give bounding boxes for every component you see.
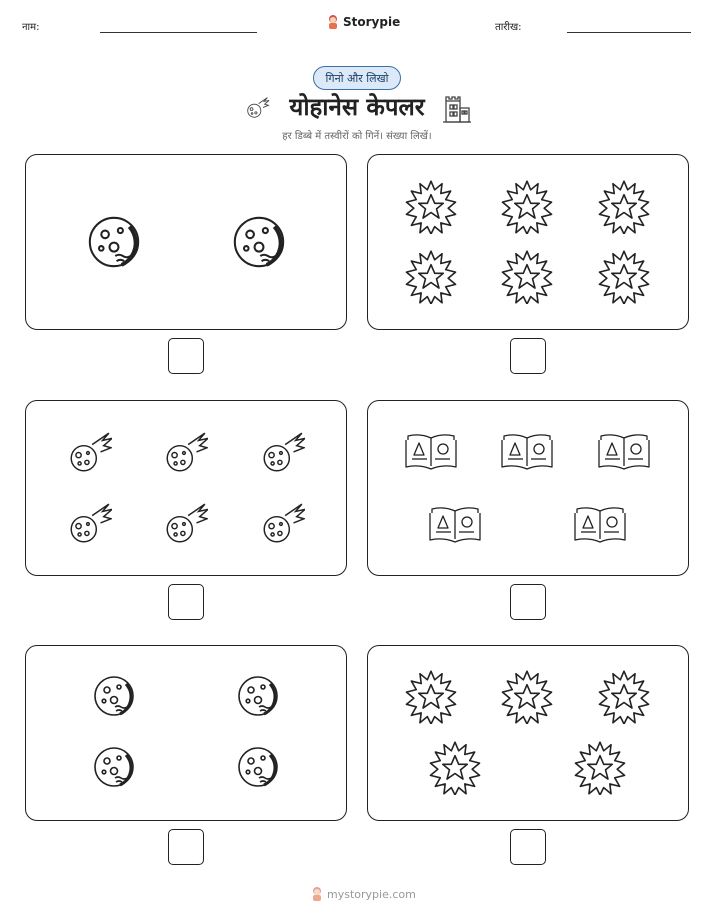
answer-box-2[interactable] [510,338,546,374]
answer-box-4[interactable] [510,584,546,620]
moon-icon [86,214,142,270]
book-icon [573,503,627,543]
answer-box-5[interactable] [168,829,204,865]
name-label: नाम: [22,22,40,33]
book-icon [597,430,651,470]
count-box-1 [25,154,347,330]
count-box-3 [25,400,347,576]
book-icon [500,430,554,470]
sun-star-icon [573,741,627,795]
answer-box-3[interactable] [168,584,204,620]
comet-icon [66,430,112,476]
comet-icon [243,96,271,120]
mascot-icon [326,14,340,30]
sun-star-icon [428,741,482,795]
answer-box-6[interactable] [510,829,546,865]
brand-logo [326,14,400,30]
page-title: योहानेस केपलर [289,92,425,121]
sun-star-icon [500,180,554,234]
footer-url[interactable]: mystorypie.com [327,887,416,901]
date-label: तारीख: [495,22,522,33]
sun-star-icon [404,670,458,724]
name-line[interactable] [100,32,257,33]
book-icon [428,503,482,543]
date-line[interactable] [567,32,691,33]
instructions: हर डिब्बे में तस्वीरों को गिनें। संख्या लिखें। [282,131,432,142]
sun-star-icon [597,670,651,724]
comet-icon [259,501,305,547]
moon-icon [236,745,280,789]
brand-name: Storypie [343,15,401,29]
sun-star-icon [500,250,554,304]
count-box-4 [367,400,689,576]
castle-icon [442,91,472,123]
sun-star-icon [597,180,651,234]
moon-icon [236,674,280,718]
sun-star-icon [404,250,458,304]
answer-box-1[interactable] [168,338,204,374]
sun-star-icon [500,670,554,724]
book-icon [404,430,458,470]
footer [310,886,416,902]
moon-icon [92,745,136,789]
worksheet-tag: गिनो और लिखो [313,66,401,90]
comet-icon [259,430,305,476]
count-box-5 [25,645,347,821]
moon-icon [231,214,287,270]
comet-icon [162,501,208,547]
mascot-icon [310,886,324,902]
comet-icon [162,430,208,476]
sun-star-icon [404,180,458,234]
sun-star-icon [597,250,651,304]
comet-icon [66,501,112,547]
moon-icon [92,674,136,718]
